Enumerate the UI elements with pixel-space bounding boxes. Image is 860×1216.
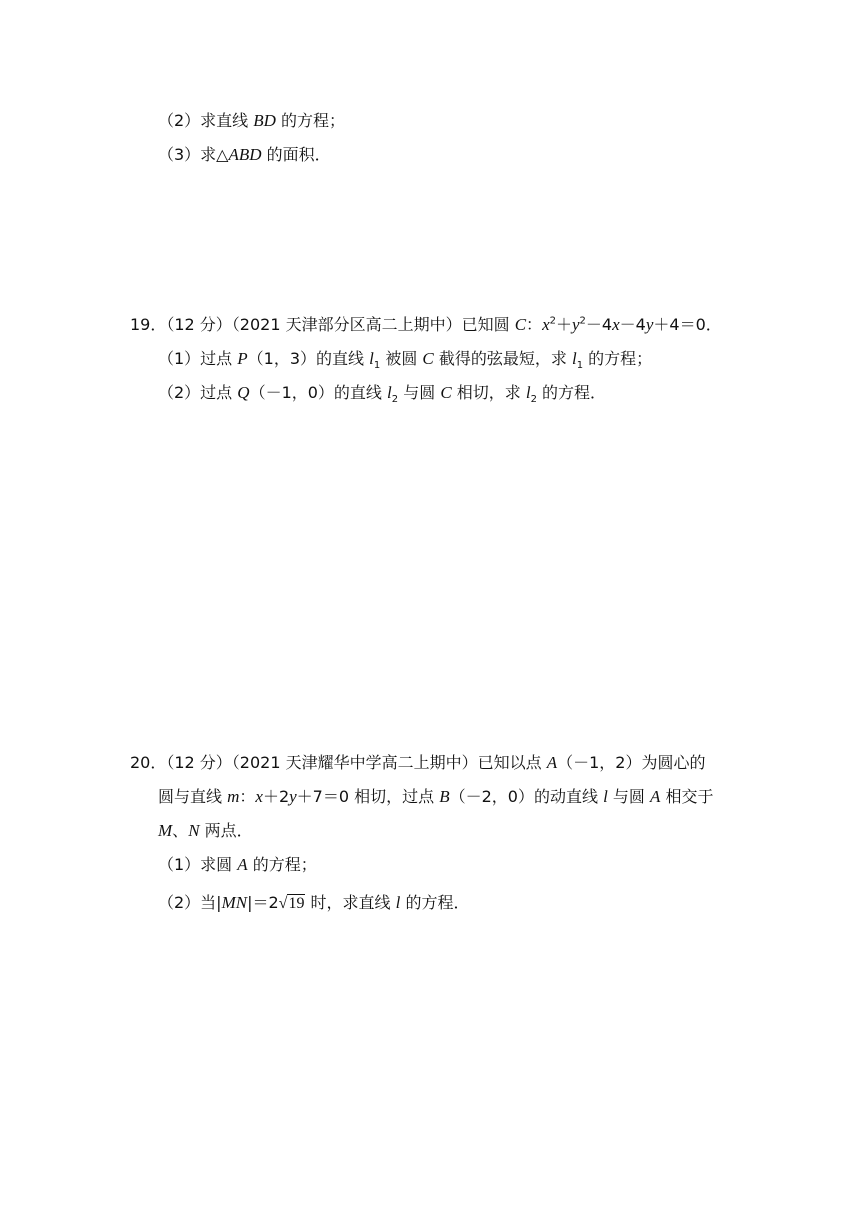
q19-stem: 19．（12 分）（2021 天津部分区高二上期中）已知圆 C：$x^2+y^2-4x-4y+4=0$． <box>130 315 722 334</box>
q20-stem-line2: 圆与直线 m：x＋2y＋7＝0 相切，过点 B（－2，0）的动直线 l 与圆 A 相交于 <box>158 787 714 806</box>
q18-part2: （2）求直线 BD 的方程； <box>158 111 346 130</box>
q20-stem-line3: M、N 两点． <box>158 821 253 840</box>
q18-part3: （3）求△ABD 的面积． <box>158 145 331 164</box>
q19-part1: （1）过点 P（1，3）的直线 $l_1$ 被圆 C 截得的弦最短，求 $l_1$ 的方程； <box>158 349 653 372</box>
sqrt-19: √19 <box>278 895 305 912</box>
q20-stem-line1: 20．（12 分）（2021 天津耀华中学高二上期中）已知以点 A（－1，2）为圆心的 <box>130 753 706 772</box>
q20-part2: （2）当|MN|＝2√19 时，求直线 l 的方程． <box>158 892 469 914</box>
q19-part2: （2）过点 Q（－1，0）的直线 $l_2$ 与圆 C 相切，求 $l_2$ 的方程． <box>158 383 607 406</box>
q20-part1: （1）求圆 A 的方程； <box>158 855 317 874</box>
